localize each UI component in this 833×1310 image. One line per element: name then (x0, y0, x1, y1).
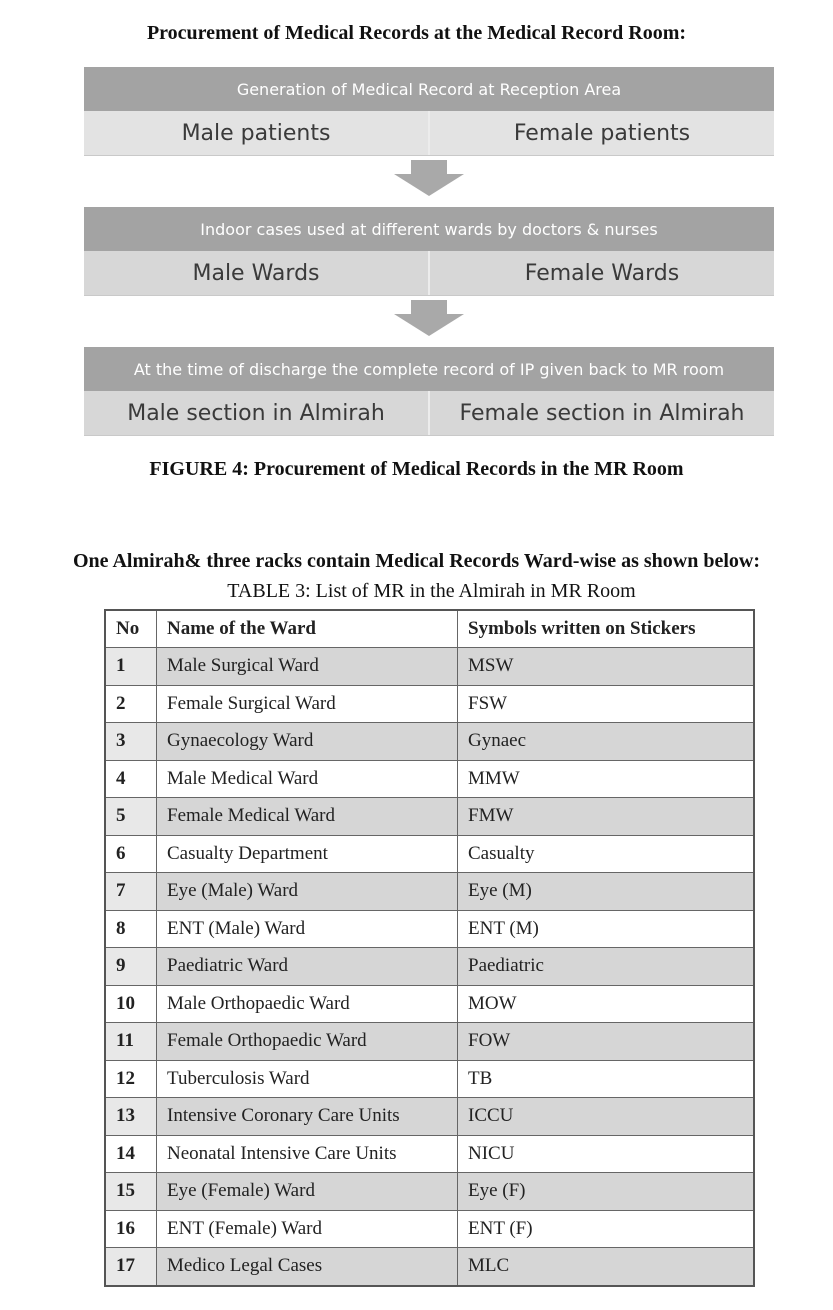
flow-cell-female: Female Wards (430, 251, 774, 295)
cell-no: 7 (105, 873, 157, 911)
cell-ward-name: Eye (Male) Ward (157, 873, 458, 911)
section-heading: One Almirah& three racks contain Medical Records Ward-wise as shown below: (72, 550, 760, 572)
cell-no: 10 (105, 985, 157, 1023)
cell-ward-name: ENT (Male) Ward (157, 910, 458, 948)
cell-ward-name: Eye (Female) Ward (157, 1173, 458, 1211)
figure-caption: FIGURE 4: Procurement of Medical Records in the MR Room (149, 458, 684, 480)
cell-no: 5 (105, 798, 157, 836)
table-row (105, 948, 754, 986)
cell-no: 9 (105, 948, 157, 986)
cell-ward-name: Medico Legal Cases (157, 1248, 458, 1286)
cell-no: 14 (105, 1135, 157, 1173)
table-row (105, 1135, 754, 1173)
flow-cell-female: Female section in Almirah (430, 391, 774, 435)
cell-ward-name: Female Surgical Ward (157, 685, 458, 723)
flow-stage-row (84, 111, 774, 156)
flow-stage-row (84, 391, 774, 436)
cell-no: 12 (105, 1060, 157, 1098)
cell-ward-name: Female Medical Ward (157, 798, 458, 836)
table-row (105, 873, 754, 911)
down-arrow-icon (411, 300, 447, 314)
table-header-row (105, 610, 754, 648)
cell-no: 11 (105, 1023, 157, 1061)
table-row (105, 835, 754, 873)
cell-symbol: Gynaec (458, 723, 755, 761)
cell-symbol: FMW (458, 798, 755, 836)
cell-symbol: Casualty (458, 835, 755, 873)
down-arrow-icon (394, 314, 464, 336)
cell-ward-name: Female Orthopaedic Ward (157, 1023, 458, 1061)
table-row (105, 910, 754, 948)
cell-symbol: FOW (458, 1023, 755, 1061)
cell-ward-name: Male Orthopaedic Ward (157, 985, 458, 1023)
table-row (105, 1248, 754, 1286)
cell-symbol: FSW (458, 685, 755, 723)
down-arrow-icon (394, 174, 464, 196)
flow-stage-row (84, 251, 774, 296)
cell-no: 16 (105, 1210, 157, 1248)
flow-cell-female: Female patients (430, 111, 774, 155)
cell-ward-name: Male Surgical Ward (157, 648, 458, 686)
flow-cell-male: Male patients (84, 111, 430, 155)
flow-stage-header: Generation of Medical Record at Reception Area (84, 67, 774, 111)
down-arrow-icon (411, 160, 447, 174)
cell-no: 13 (105, 1098, 157, 1136)
cell-ward-name: Paediatric Ward (157, 948, 458, 986)
cell-symbol: Paediatric (458, 948, 755, 986)
table-body (105, 648, 754, 1286)
table-row (105, 798, 754, 836)
column-header-no: No (105, 610, 157, 648)
flow-cell-male: Male Wards (84, 251, 430, 295)
cell-symbol: TB (458, 1060, 755, 1098)
cell-symbol: MSW (458, 648, 755, 686)
table-caption: TABLE 3: List of MR in the Almirah in MR Room (227, 580, 636, 602)
cell-no: 4 (105, 760, 157, 798)
cell-no: 15 (105, 1173, 157, 1211)
cell-symbol: MLC (458, 1248, 755, 1286)
cell-symbol: ENT (F) (458, 1210, 755, 1248)
cell-symbol: ICCU (458, 1098, 755, 1136)
table-row (105, 985, 754, 1023)
table-row (105, 1210, 754, 1248)
table-row (105, 1060, 754, 1098)
cell-ward-name: Intensive Coronary Care Units (157, 1098, 458, 1136)
cell-ward-name: Tuberculosis Ward (157, 1060, 458, 1098)
cell-symbol: ENT (M) (458, 910, 755, 948)
table-row (105, 1023, 754, 1061)
cell-no: 1 (105, 648, 157, 686)
cell-ward-name: Neonatal Intensive Care Units (157, 1135, 458, 1173)
table-row (105, 1098, 754, 1136)
cell-no: 3 (105, 723, 157, 761)
flow-stage-header: Indoor cases used at different wards by doctors & nurses (84, 207, 774, 251)
cell-ward-name: Male Medical Ward (157, 760, 458, 798)
page-heading: Procurement of Medical Records at the Medical Record Room: (146, 22, 687, 44)
table-row (105, 760, 754, 798)
table-row (105, 723, 754, 761)
column-header-symbol: Symbols written on Stickers (458, 610, 755, 648)
flow-stage-reception (84, 67, 774, 156)
flow-stage-wards (84, 207, 774, 296)
flow-stage-header: At the time of discharge the complete record of IP given back to MR room (84, 347, 774, 391)
table-row (105, 648, 754, 686)
cell-no: 8 (105, 910, 157, 948)
cell-ward-name: Gynaecology Ward (157, 723, 458, 761)
cell-no: 6 (105, 835, 157, 873)
table-row (105, 1173, 754, 1211)
table-row (105, 685, 754, 723)
flow-stage-discharge (84, 347, 774, 436)
column-header-ward: Name of the Ward (157, 610, 458, 648)
cell-symbol: Eye (F) (458, 1173, 755, 1211)
cell-symbol: NICU (458, 1135, 755, 1173)
cell-no: 17 (105, 1248, 157, 1286)
cell-ward-name: Casualty Department (157, 835, 458, 873)
cell-symbol: MOW (458, 985, 755, 1023)
cell-ward-name: ENT (Female) Ward (157, 1210, 458, 1248)
cell-symbol: Eye (M) (458, 873, 755, 911)
ward-table (104, 609, 755, 1287)
cell-symbol: MMW (458, 760, 755, 798)
flow-cell-male: Male section in Almirah (84, 391, 430, 435)
cell-no: 2 (105, 685, 157, 723)
